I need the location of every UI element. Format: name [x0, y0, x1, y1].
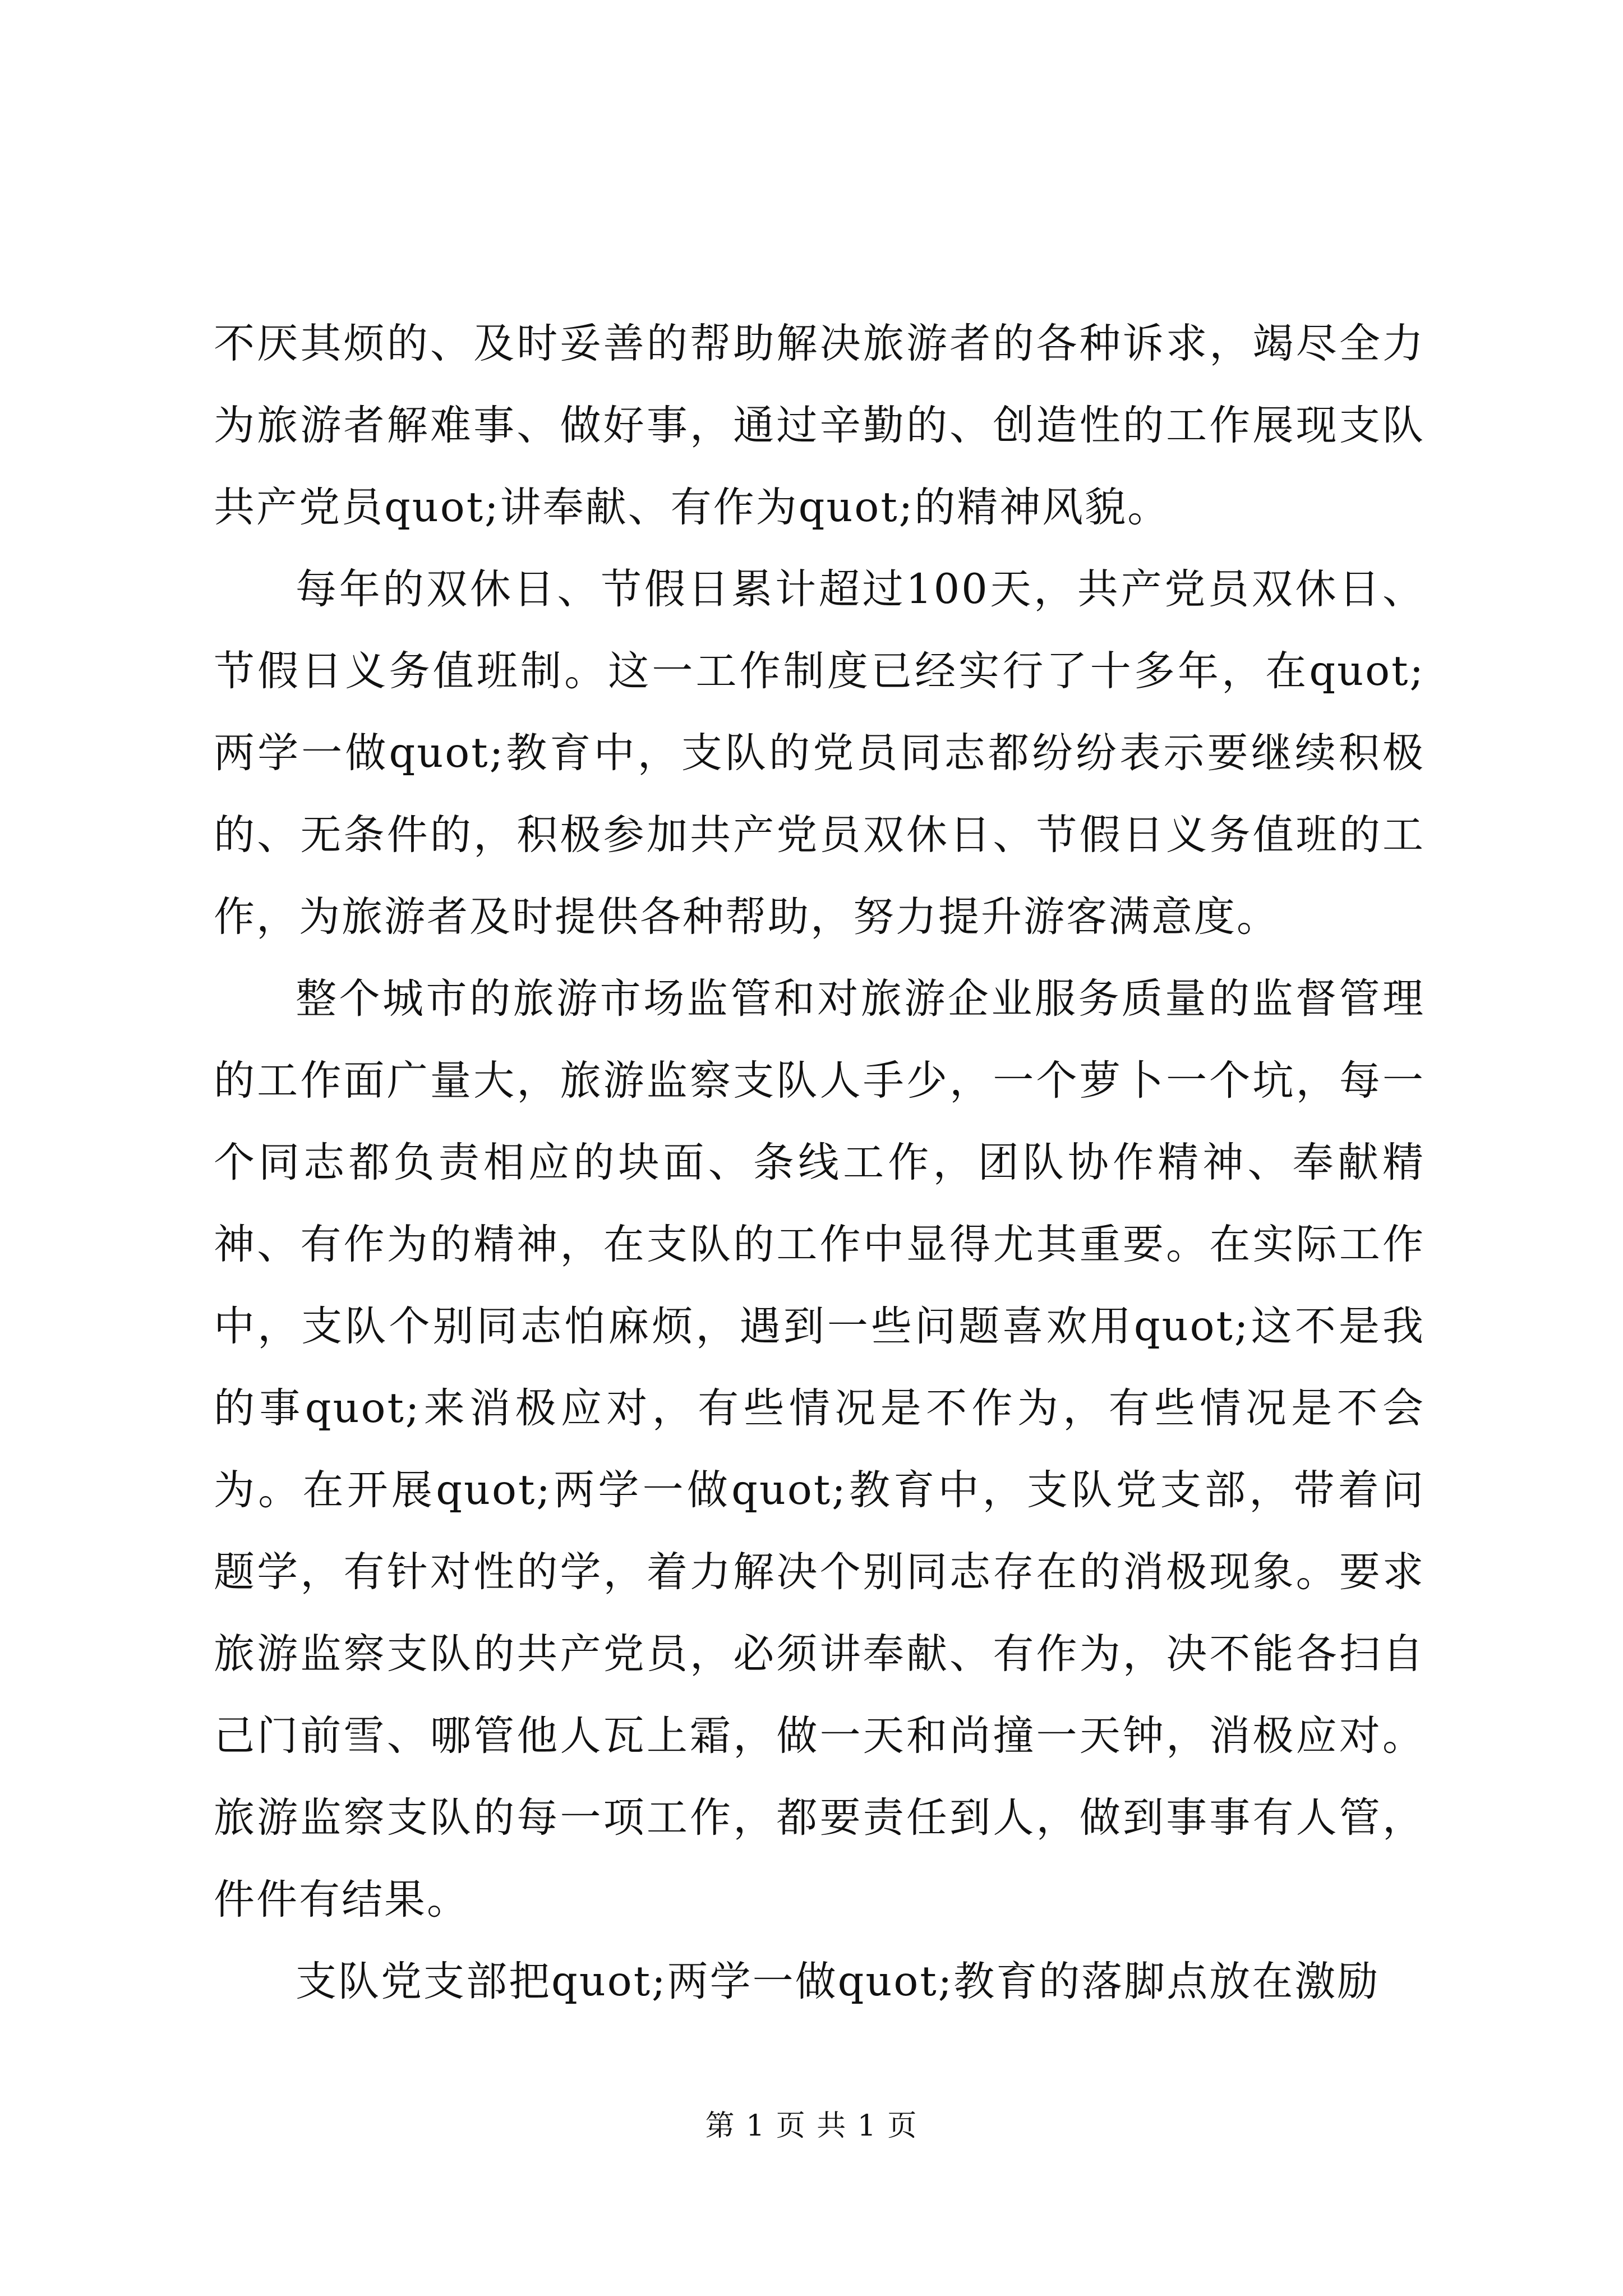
paragraph-4: 支队党支部把quot;两学一做quot;教育的落脚点放在激励 [296, 1958, 1380, 2005]
paragraph-2: 每年的双休日、节假日累计超过100天，共产党员双休日、节假日义务值班制。这一工作制度已经实行了十多年，在quot;两学一做quot;教育中，支队的党员同志都纷纷表示要继续积极的、无条件的，积极参加共产党员双休日、节假日义务值班的工作，为旅游者及时提供各种帮助，努力提升游客满意度。 [214, 565, 1425, 941]
page-footer: 第 1 页 共 1 页 [705, 2109, 918, 2143]
paragraph-1: 不厌其烦的、及时妥善的帮助解决旅游者的各种诉求，竭尽全力为旅游者解难事、做好事，通过辛勤的、创造性的工作展现支队共产党员quot;讲奉献、有作为quot;的精神风貌。 [214, 320, 1425, 531]
paragraph-3: 整个城市的旅游市场监管和对旅游企业服务质量的监督管理的工作面广量大，旅游监察支队人手少，一个萝卜一个坑，每一个同志都负责相应的块面、条线工作，团队协作精神、奉献精神、有作为的精神，在支队的工作中显得尤其重要。在实际工作中，支队个别同志怕麻烦，遇到一些问题喜欢用quot;这不是我的事quot;来消极应对，有些情况是不作为，有些情况是不会为。在开展quot;两学一做quot;教育中，支队党支部，带着问题学，有针对性的学，着力解决个别同志存在的消极现象。要求旅游监察支队的共产党员，必须讲奉献、有作为，决不能各扫自己门前雪、哪管他人瓦上霜，做一天和尚撞一天钟，消极应对。旅游监察支队的每一项工作，都要责任到人，做到事事有人管，件件有结果。 [214, 975, 1425, 1924]
document-body [214, 303, 1425, 2023]
